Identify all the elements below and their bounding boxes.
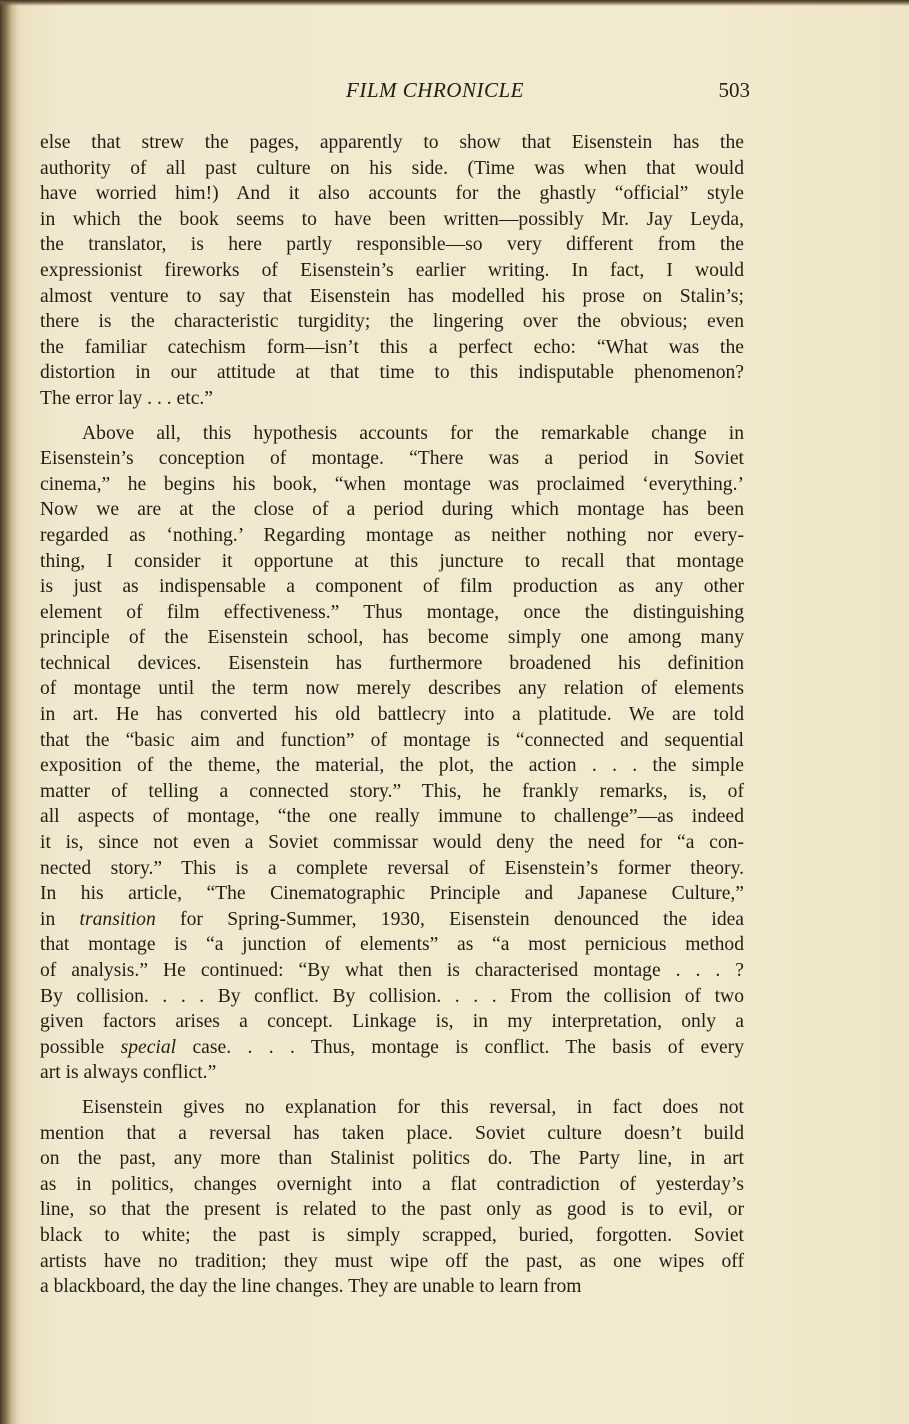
body-text — [40, 130, 744, 1300]
text-line: possible special case. . . . Thus, montage is conflict. The basis of every — [40, 1036, 745, 1058]
paragraph — [40, 421, 744, 1086]
text-line: By collision. . . . By conflict. By collision. . . . From the collision of two — [40, 985, 744, 1007]
text-line: of montage until the term now merely describes any relation of elements — [40, 678, 744, 700]
paragraph — [40, 1095, 744, 1300]
text-line: Eisenstein gives no explanation for this reversal, in fact does not — [82, 1096, 744, 1118]
text-line: that montage is “a junction of elements” as “a most pernicious method — [40, 934, 744, 956]
running-header — [40, 78, 750, 108]
text-line: all aspects of montage, “the one really immune to challenge”—as indeed — [40, 806, 744, 828]
text-line: given factors arises a concept. Linkage is, in my interpretation, only a — [40, 1011, 744, 1033]
text-line: exposition of the theme, the material, the plot, the action . . . the simple — [40, 755, 744, 777]
text-line: mention that a reversal has taken place. Soviet culture doesn’t build — [40, 1122, 744, 1144]
text-line: as in politics, changes overnight into a flat contradiction of yesterday’s — [40, 1173, 744, 1195]
paragraph-gap — [40, 1086, 744, 1095]
text-line: it is, since not even a Soviet commissar would deny the need for “a con- — [40, 832, 744, 854]
text-line: The error lay . . . etc.” — [40, 387, 213, 409]
text-line: expressionist fireworks of Eisenstein’s earlier writing. In fact, I would — [40, 259, 744, 281]
page-top-edge — [0, 0, 909, 6]
emphasis: special — [120, 1036, 177, 1058]
text-line: else that strew the pages, apparently to show that Eisenstein has the — [40, 132, 744, 153]
text-line: Above all, this hypothesis accounts for the remarkable change in — [82, 422, 744, 444]
text-line: matter of telling a connected story.” This, he frankly remarks, is, of — [40, 780, 744, 802]
text-line: have worried him!) And it also accounts for the ghastly “official” style — [40, 183, 744, 205]
text-line: that the “basic aim and function” of montage is “connected and sequential — [40, 729, 744, 751]
text-line: the translator, is here partly responsible—so very different from the — [40, 234, 744, 256]
text-line: artists have no tradition; they must wipe off the past, as one wipes off — [40, 1250, 744, 1272]
text-line: black to white; the past is simply scrapped, buried, forgotten. Soviet — [40, 1224, 744, 1246]
running-title: FILM CHRONICLE — [346, 78, 524, 102]
text-line: a blackboard, the day the line changes. They are unable to learn from — [40, 1276, 582, 1298]
text-line: element of film effectiveness.” Thus montage, once the distinguishing — [40, 601, 744, 623]
text-line: in which the book seems to have been written—possibly Mr. Jay Leyda, — [40, 208, 744, 230]
text-line: principle of the Eisenstein school, has become simply one among many — [40, 627, 744, 649]
page-number: 503 — [718, 78, 750, 102]
text-line: there is the characteristic turgidity; the lingering over the obvious; even — [40, 311, 744, 333]
book-spine-shadow — [0, 0, 18, 1424]
text-line: regarded as ‘nothing.’ Regarding montage as neither nothing nor every- — [40, 524, 744, 546]
text-line: In his article, “The Cinematographic Principle and Japanese Culture,” — [40, 883, 744, 905]
text-line: in transition for Spring-Summer, 1930, Eisenstein denounced the idea — [40, 908, 745, 930]
text-line: of analysis.” He continued: “By what then is characterised montage . . . ? — [40, 960, 744, 981]
paragraph-gap — [40, 412, 744, 421]
text-line: is just as indispensable a component of film production as any other — [40, 576, 744, 598]
text-line: technical devices. Eisenstein has furthermore broadened his definition — [40, 652, 744, 674]
text-line: Eisenstein’s conception of montage. “There was a period in Soviet — [40, 448, 744, 470]
text-line: thing, I consider it opportune at this juncture to recall that montage — [40, 550, 744, 572]
emphasis: transition — [79, 908, 156, 930]
text-line: authority of all past culture on his side. (Time was when that would — [40, 157, 744, 179]
text-line: art is always conflict.” — [40, 1062, 217, 1084]
text-line: on the past, any more than Stalinist politics do. The Party line, in art — [40, 1148, 744, 1170]
text-line: Now we are at the close of a period during which montage has been — [40, 499, 744, 521]
text-line: almost venture to say that Eisenstein has modelled his prose on Stalin’s; — [40, 285, 744, 307]
text-line: distortion in our attitude at that time to this indisputable phenomenon? — [40, 362, 744, 384]
text-line: cinema,” he begins his book, “when montage was proclaimed ‘everything.’ — [40, 473, 744, 495]
paragraph — [40, 130, 744, 412]
text-line: the familiar catechism form—isn’t this a perfect echo: “What was the — [40, 336, 744, 358]
text-line: line, so that the present is related to the past only as good is to evil, or — [40, 1199, 744, 1221]
text-line: nected story.” This is a complete reversal of Eisenstein’s former theory. — [40, 857, 744, 879]
text-line: in art. He has converted his old battlecry into a platitude. We are told — [40, 704, 744, 726]
